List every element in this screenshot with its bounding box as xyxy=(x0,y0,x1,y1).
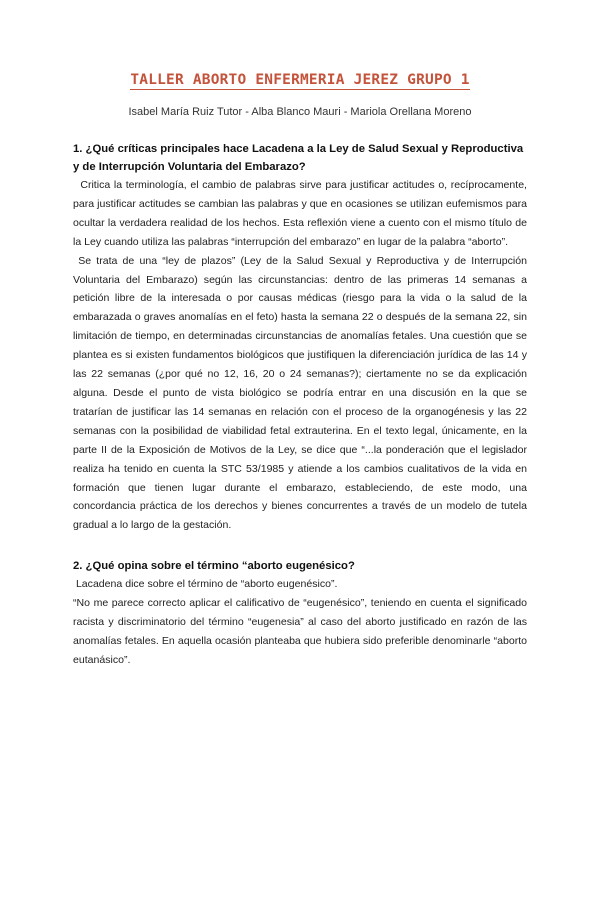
question-2-heading: 2. ¿Qué opina sobre el término “aborto eugenésico? xyxy=(73,560,355,573)
document-title xyxy=(73,72,527,88)
document-title-text: TALLER ABORTO ENFERMERIA JEREZ GRUPO 1 xyxy=(130,72,470,88)
authors-line: Isabel María Ruiz Tutor - Alba Blanco Mauri - Mariola Orellana Moreno xyxy=(128,106,472,118)
question-1-paragraph-1: Critica la terminología, el cambio de palabras sirve para justificar actitudes o, recíprocamente, para justificar actitudes se cambian las palabras y que en ocasiones se utilizan eufemismos para ocultar la verdadera realidad de los hechos. Esta reflexión viene a cuento con el mismo título de la Ley cuando utiliza las palabras “interrupción del embarazo” en lugar de la palabra “aborto”. xyxy=(73,179,530,248)
question-1-paragraph-2: Se trata de una “ley de plazos” (Ley de la Salud Sexual y Reproductiva y de Interrupción Voluntaria del Embarazo) según las circunstancias: dentro de las primeras 14 semanas a petición libre de la interesada o por causas médicas (riesgo para la vida o la salud de la embarazada o graves anomalías en el feto) hasta la semana 22 o después de la semana 22, sin limitación de tiempo, en determinadas circunstancias de anomalías fetales. Una cuestión que se plantea es si existen fundamentos biológicos que justifiquen la diferenciación jurídica de las 14 y las 22 semanas (¿por qué no 12, 16, 20 o 24 semanas?); ciertamente no se da explicación alguna. Desde el punto de vista biológico se podría entrar en una discusión en la que se tratarían de justificar las 14 semanas en relación con el proceso de la organogénesis y las 22 semanas con la posibilidad de viabilidad fetal extrauterina. En el texto legal, únicamente, en la parte II de la Exposición de Motivos de la Ley, se dice que “...la ponderación que el legislador realiza ha tenido en cuenta la STC 53/1985 y atiende a los cambios cualitativos de la vida en formación que tienen lugar durante el embarazo, estableciendo, de este modo, una concordancia práctica de los derechos y bienes concurrentes a través de un modelo de tutela gradual a lo largo de la gestación. xyxy=(73,254,530,532)
question-1-section xyxy=(73,140,530,535)
question-2-paragraph-1: Lacadena dice sobre el término de “aborto eugenésico”. xyxy=(73,578,338,591)
question-2-paragraph-2: “No me parece correcto aplicar el calificativo de “eugenésico”, teniendo en cuenta el significado racista y discriminatorio del término “eugenesia” al caso del aborto justificado en razón de las anomalías fetales. En aquella ocasión planteaba que hubiera sido preferible denominarle “aborto eutanásico”. xyxy=(73,597,527,666)
question-1-heading: 1. ¿Qué críticas principales hace Lacadena a la Ley de Salud Sexual y Reproductiva y de Interrupción Voluntaria del Embarazo? xyxy=(73,143,524,173)
document-page xyxy=(0,72,600,920)
question-2-section xyxy=(73,557,527,670)
